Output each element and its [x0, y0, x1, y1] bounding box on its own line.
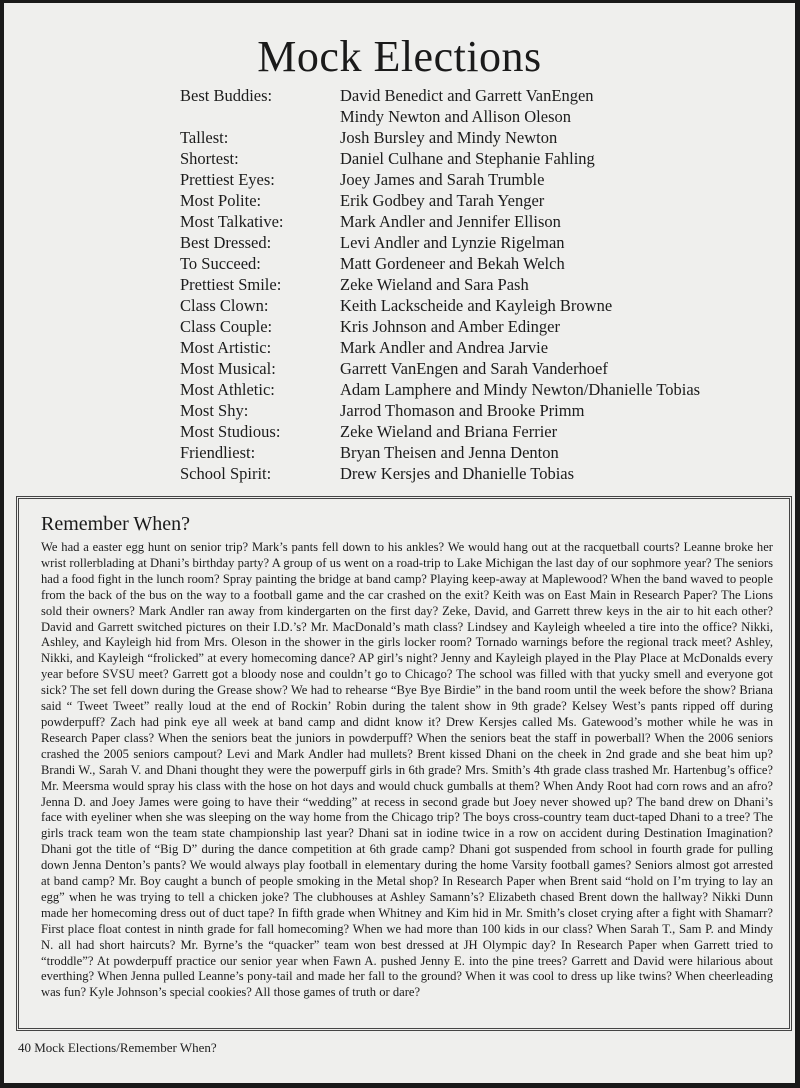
award-winner: Joey James and Sarah Trumble [340, 170, 545, 189]
award-winner: David Benedict and Garrett VanEngen [340, 86, 594, 105]
award-winner: Keith Lackscheide and Kayleigh Browne [340, 296, 613, 315]
award-category: Most Studious: [180, 422, 281, 441]
award-category: Friendliest: [180, 443, 256, 462]
award-category: Most Talkative: [180, 212, 284, 231]
award-winner: Erik Godbey and Tarah Yenger [340, 191, 545, 210]
award-category: Best Buddies: [180, 86, 273, 105]
award-category: Prettiest Eyes: [180, 170, 275, 189]
award-winner: Daniel Culhane and Stephanie Fahling [340, 149, 595, 168]
award-winner: Garrett VanEngen and Sarah Vanderhoef [340, 359, 608, 378]
award-category: Prettiest Smile: [180, 275, 282, 294]
award-category: Class Couple: [180, 317, 273, 336]
award-category: Most Artistic: [180, 338, 272, 357]
award-winner: Jarrod Thomason and Brooke Primm [340, 401, 585, 420]
award-winner: Mindy Newton and Allison Oleson [340, 107, 571, 126]
award-category: Most Athletic: [180, 380, 275, 399]
award-winner: Josh Bursley and Mindy Newton [340, 128, 558, 147]
award-winner: Mark Andler and Andrea Jarvie [340, 338, 549, 357]
award-winner: Mark Andler and Jennifer Ellison [340, 212, 561, 231]
award-winner: Bryan Theisen and Jenna Denton [340, 443, 559, 462]
award-category: Most Musical: [180, 359, 276, 378]
yearbook-page [4, 3, 795, 1083]
award-category: Class Clown: [180, 296, 269, 315]
award-category: To Succeed: [180, 254, 261, 273]
award-category: Best Dressed: [180, 233, 272, 252]
award-winner: Drew Kersjes and Dhanielle Tobias [340, 464, 575, 483]
award-category: Most Shy: [180, 401, 249, 420]
award-category: School Spirit: [180, 464, 272, 483]
remember-when-title: Remember When? [41, 513, 191, 535]
award-winner: Zeke Wieland and Sara Pash [340, 275, 529, 294]
award-winner: Matt Gordeneer and Bekah Welch [340, 254, 565, 273]
remember-when-text: We had a easter egg hunt on senior trip? Mark’s pants fell down to his ankles? We would hang out at the racquetball courts? Leanne broke her wrist rollerblading at Dhani’s birthday party? A group of us went on a road-trip to Lake Michigan the last day of our sophmore year? The seniors had a food fight in the lunch room? Spray painting the bridge at band camp? Playing keep-away at Maplewood? When the band waved to people from the back of the bus on the way to a football game and the car crashed on the exit? Keith was on East Main in Research Paper? The Lions sold their owners? Mark Andler ran away from kindergarten on the first day? Zeke, David, and Garrett threw keys in the air to hit each other? David and Garrett switched pictures on their I.D.’s? Mr. MacDonald’s math class? Lindsey and Kayleigh wheeled a tire into the office? Nikki, Ashley, and Kayleigh hid from Mrs. Oleson in the shower in the girls locker room? Tornado warnings before the regional track meet? Ashley, Nikki, and Kayleigh “frolicked” at every homecoming dance? AP girl’s night? Jenny and Kayleigh played in the Play Place at McDonalds every year before SVSU meet? Garrett got a bloody nose and couldn’t go to Chicago? The school was filled with that yucky smell and everyone got sick? The set fell down during the Grease show? We had to rehearse “Bye Bye Birdie” in the band room until the week before the show? Briana said “ Tweet Tweet” really loud at the end of Rockin’ Robin during the talent show in 9th grade? Kelsey West’s pants ripped off during powderpuff? Zach had pink eye all week at band camp and didnt know it? Drew Kersjes called Ms. Gatewood’s mother while he was in Research Paper class? When the seniors beat the juniors in powderpuff? When the seniors beat the staff in powerball? When the 2006 seniors crashed the 2005 seniors campout? Levi and Mark Andler had mullets? Brent kissed Dhani on the cheek in 2nd grade and she beat him up? Brandi W., Sarah V. and Dhani thought they were the powerpuff girls in 6th grade? Mrs. Smith’s 4th grade class trashed Mr. Hartenbug’s office? Mr. Meersma would spray his class with the hose on hot days and would chuck gumballs at them? When Andy Root had corn rows and an afro? Jenna D. and Joey James were going to have their “wedding” at recess in second grade but Joey never showed up? The band drew on Dhani’s face with eyeliner when she was sleeping on the way home from the Chicago trip? The boys cross-country team duct-taped Dhani to a tree? The girls track team won the team state championship last year? Dhani sat in iodine twice in a row on accident during Destination Imagination? Dhani got the title of “Big D” during the dance competition at 6th grade camp? Dhani got suspended from school in fourth grade for pulling down Jenna Denton’s pants? We would always play football in elementary during the home Varsity football games? Seniors almost got arrested at band camp? Mr. Boy caught a bunch of people smoking in the Metal shop? In Research Paper when Brent said “hold on I’m trying to lay an egg” when he was trying to tell a chicken joke? The clubhouses at Ashley Samann’s? Elizabeth chased Brent down the hallway? Nikki Dunn made her homecoming dress out of duct tape? In fifth grade when Whitney and Kim hid in Mr. Smith’s closet crying after a fight with Shamarr? First place float contest in ninth grade for fall homecoming? When we had more than 100 kids in our class? When Sarah T., Sam P. and Mindy N. all had short haircuts? Mr. Byrne’s the “quacker” team won best dressed at JH Olympic day? In Research Paper when Garrett tried to “troddle”? At powderpuff practice our senior year when Fawn A. pushed Jenny E. into the pine trees? Garrett and David were hilarious about everthing? When Jenna pulled Leanne’s pony-tail and made her fall to the ground? When it was cool to dress up like twins? When cheerleading was fun? Kyle Johnson’s special cookies? All those games of truth or dare? [41, 540, 773, 1000]
award-category: Shortest: [180, 149, 239, 168]
award-winner: Adam Lamphere and Mindy Newton/Dhanielle Tobias [340, 380, 701, 399]
page-title: Mock Elections [257, 32, 542, 81]
award-category: Most Polite: [180, 191, 262, 210]
remember-when-box [16, 496, 792, 1031]
page-footer: 40 Mock Elections/Remember When? [18, 1040, 217, 1055]
award-winner: Kris Johnson and Amber Edinger [340, 317, 560, 336]
award-winner: Zeke Wieland and Briana Ferrier [340, 422, 558, 441]
award-category: Tallest: [180, 128, 229, 147]
award-winner: Levi Andler and Lynzie Rigelman [340, 233, 565, 252]
